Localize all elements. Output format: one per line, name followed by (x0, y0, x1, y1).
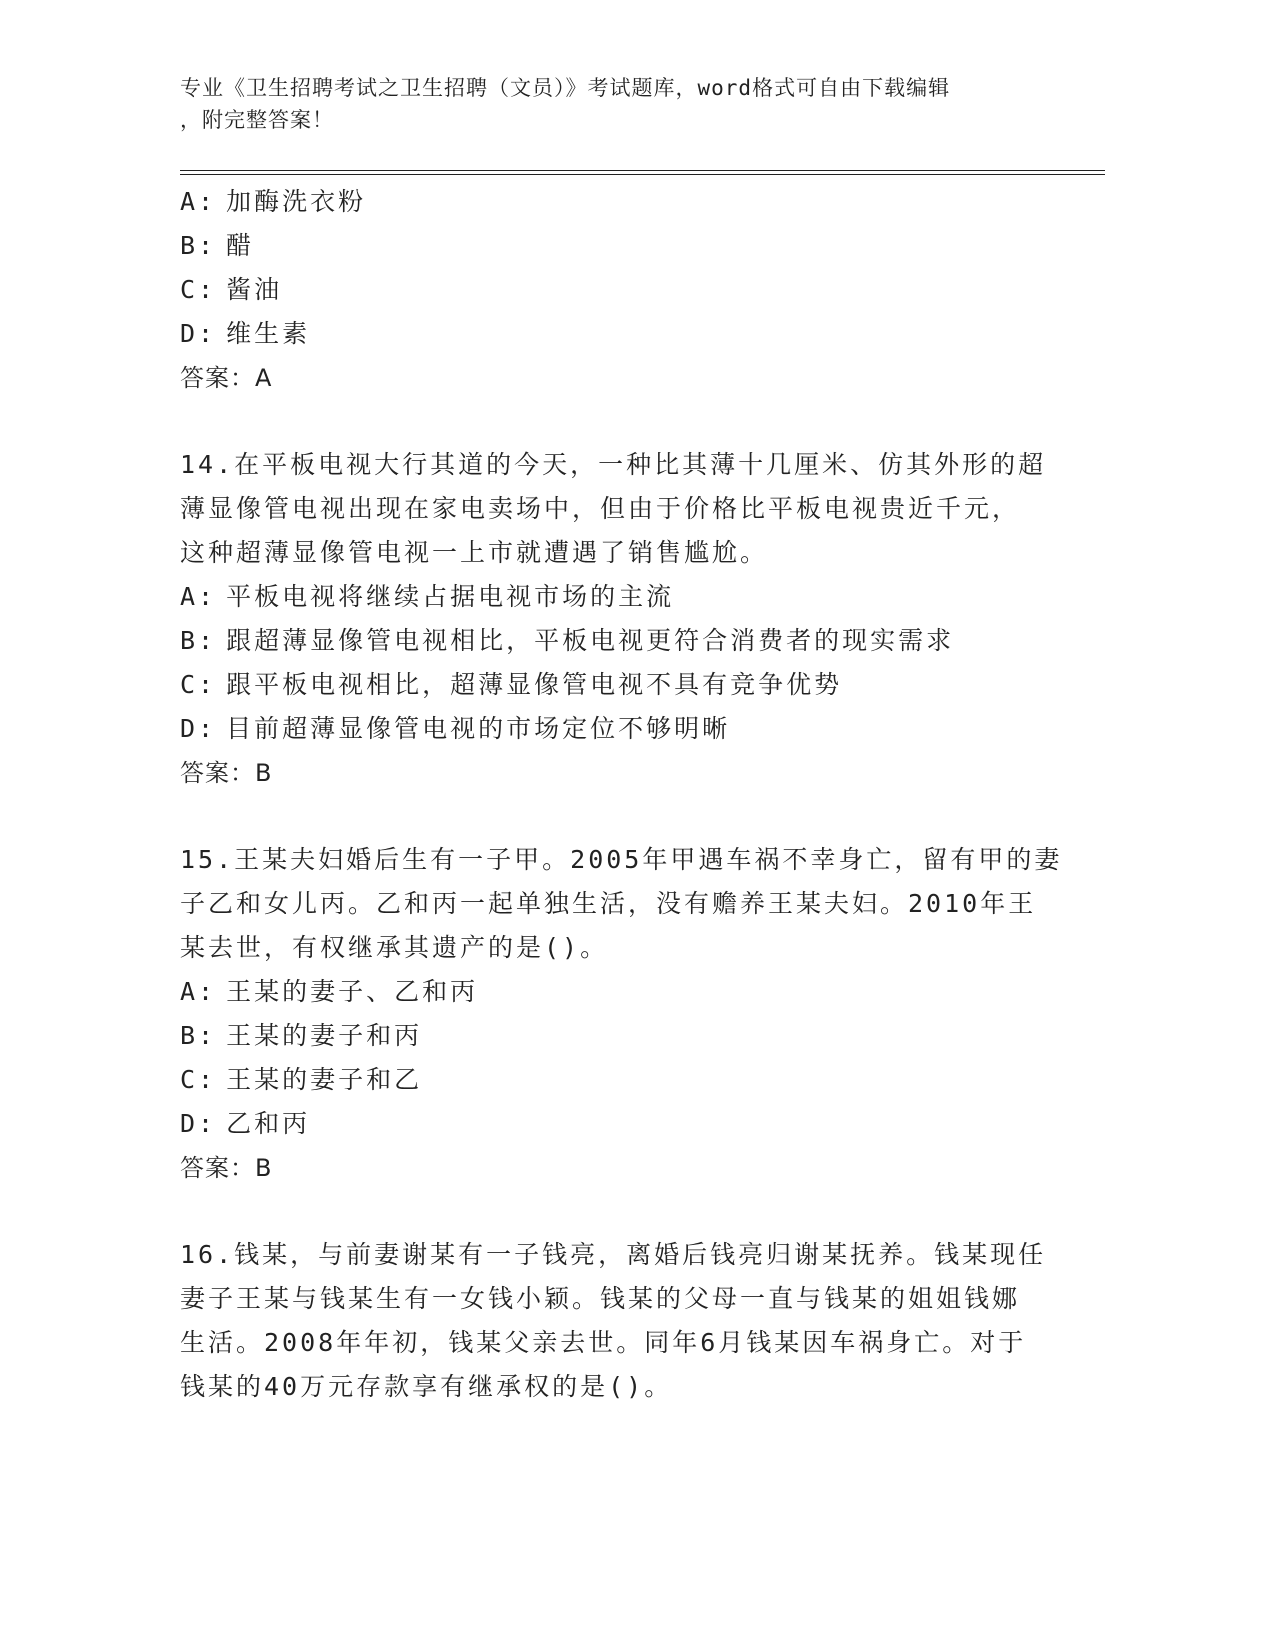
option-text: 酱油 (226, 275, 283, 304)
option-b (180, 1014, 1060, 1058)
question-stem-line: 15.王某夫妇婚后生有一子甲。2005年甲遇车祸不幸身亡，留有甲的妻 (180, 845, 1063, 874)
option-key: C: (180, 1065, 217, 1094)
answer-line: 答案：A (180, 364, 273, 392)
option-text: 平板电视将继续占据电视市场的主流 (226, 582, 675, 611)
option-key: A: (180, 977, 217, 1006)
question-stem-line: 薄显像管电视出现在家电卖场中，但由于价格比平板电视贵近千元， (180, 494, 1021, 523)
question-list (180, 180, 1063, 1409)
question-stem-line: 妻子王某与钱某生有一女钱小颖。钱某的父母一直与钱某的姐姐钱娜 (180, 1284, 1021, 1313)
header-line-1: 专业《卫生招聘考试之卫生招聘（文员）》考试题库，word格式可自由下载编辑 (180, 76, 951, 100)
document-header (180, 72, 1060, 136)
option-key: C: (180, 275, 217, 304)
option-a (180, 180, 1060, 224)
option-key: B: (180, 231, 217, 260)
spacer (180, 400, 1060, 443)
option-text: 目前超薄显像管电视的市场定位不够明晰 (226, 714, 731, 743)
option-key: B: (180, 1021, 217, 1050)
answer-line: 答案：B (180, 1154, 273, 1182)
question-stem-line: 16.钱某，与前妻谢某有一子钱亮，离婚后钱亮归谢某抚养。钱某现任 (180, 1240, 1047, 1269)
option-text: 乙和丙 (226, 1109, 311, 1138)
spacer (180, 795, 1060, 838)
option-key: D: (180, 319, 217, 348)
option-d (180, 707, 1060, 751)
question-13 (180, 180, 1060, 400)
spacer (180, 1190, 1060, 1233)
option-key: B: (180, 626, 217, 655)
header-divider-bottom (180, 174, 1105, 175)
option-b (180, 224, 1060, 268)
option-key: A: (180, 187, 217, 216)
option-c (180, 663, 1060, 707)
option-key: A: (180, 582, 217, 611)
option-text: 王某的妻子、乙和丙 (226, 977, 479, 1006)
option-c (180, 1058, 1060, 1102)
option-d (180, 1102, 1060, 1146)
header-divider-top (180, 170, 1105, 171)
question-15 (180, 838, 1063, 1190)
option-text: 跟超薄显像管电视相比，平板电视更符合消费者的现实需求 (226, 626, 955, 655)
option-c (180, 268, 1060, 312)
option-key: D: (180, 1109, 217, 1138)
option-text: 王某的妻子和丙 (226, 1021, 423, 1050)
option-text: 维生素 (226, 319, 311, 348)
question-stem-line: 生活。2008年年初，钱某父亲去世。同年6月钱某因车祸身亡。对于 (180, 1328, 1027, 1357)
option-key: D: (180, 714, 217, 743)
question-14 (180, 443, 1060, 795)
question-stem-line: 某去世，有权继承其遗产的是()。 (180, 933, 609, 962)
option-d (180, 312, 1060, 356)
option-a (180, 970, 1060, 1014)
question-stem-line: 这种超薄显像管电视一上市就遭遇了销售尴尬。 (180, 538, 769, 567)
option-text: 跟平板电视相比，超薄显像管电视不具有竞争优势 (226, 670, 843, 699)
question-stem-line: 子乙和女儿丙。乙和丙一起单独生活，没有赡养王某夫妇。2010年王 (180, 889, 1037, 918)
question-stem-line: 14.在平板电视大行其道的今天，一种比其薄十几厘米、仿其外形的超 (180, 450, 1047, 479)
option-text: 醋 (226, 231, 255, 260)
question-stem-line: 钱某的40万元存款享有继承权的是()。 (180, 1372, 673, 1401)
option-text: 加酶洗衣粉 (226, 187, 367, 216)
answer-line: 答案：B (180, 759, 273, 787)
question-16 (180, 1233, 1060, 1409)
option-a (180, 575, 1060, 619)
header-line-2: ，附完整答案！ (180, 108, 334, 132)
option-text: 王某的妻子和乙 (226, 1065, 423, 1094)
option-key: C: (180, 670, 217, 699)
option-b (180, 619, 1060, 663)
